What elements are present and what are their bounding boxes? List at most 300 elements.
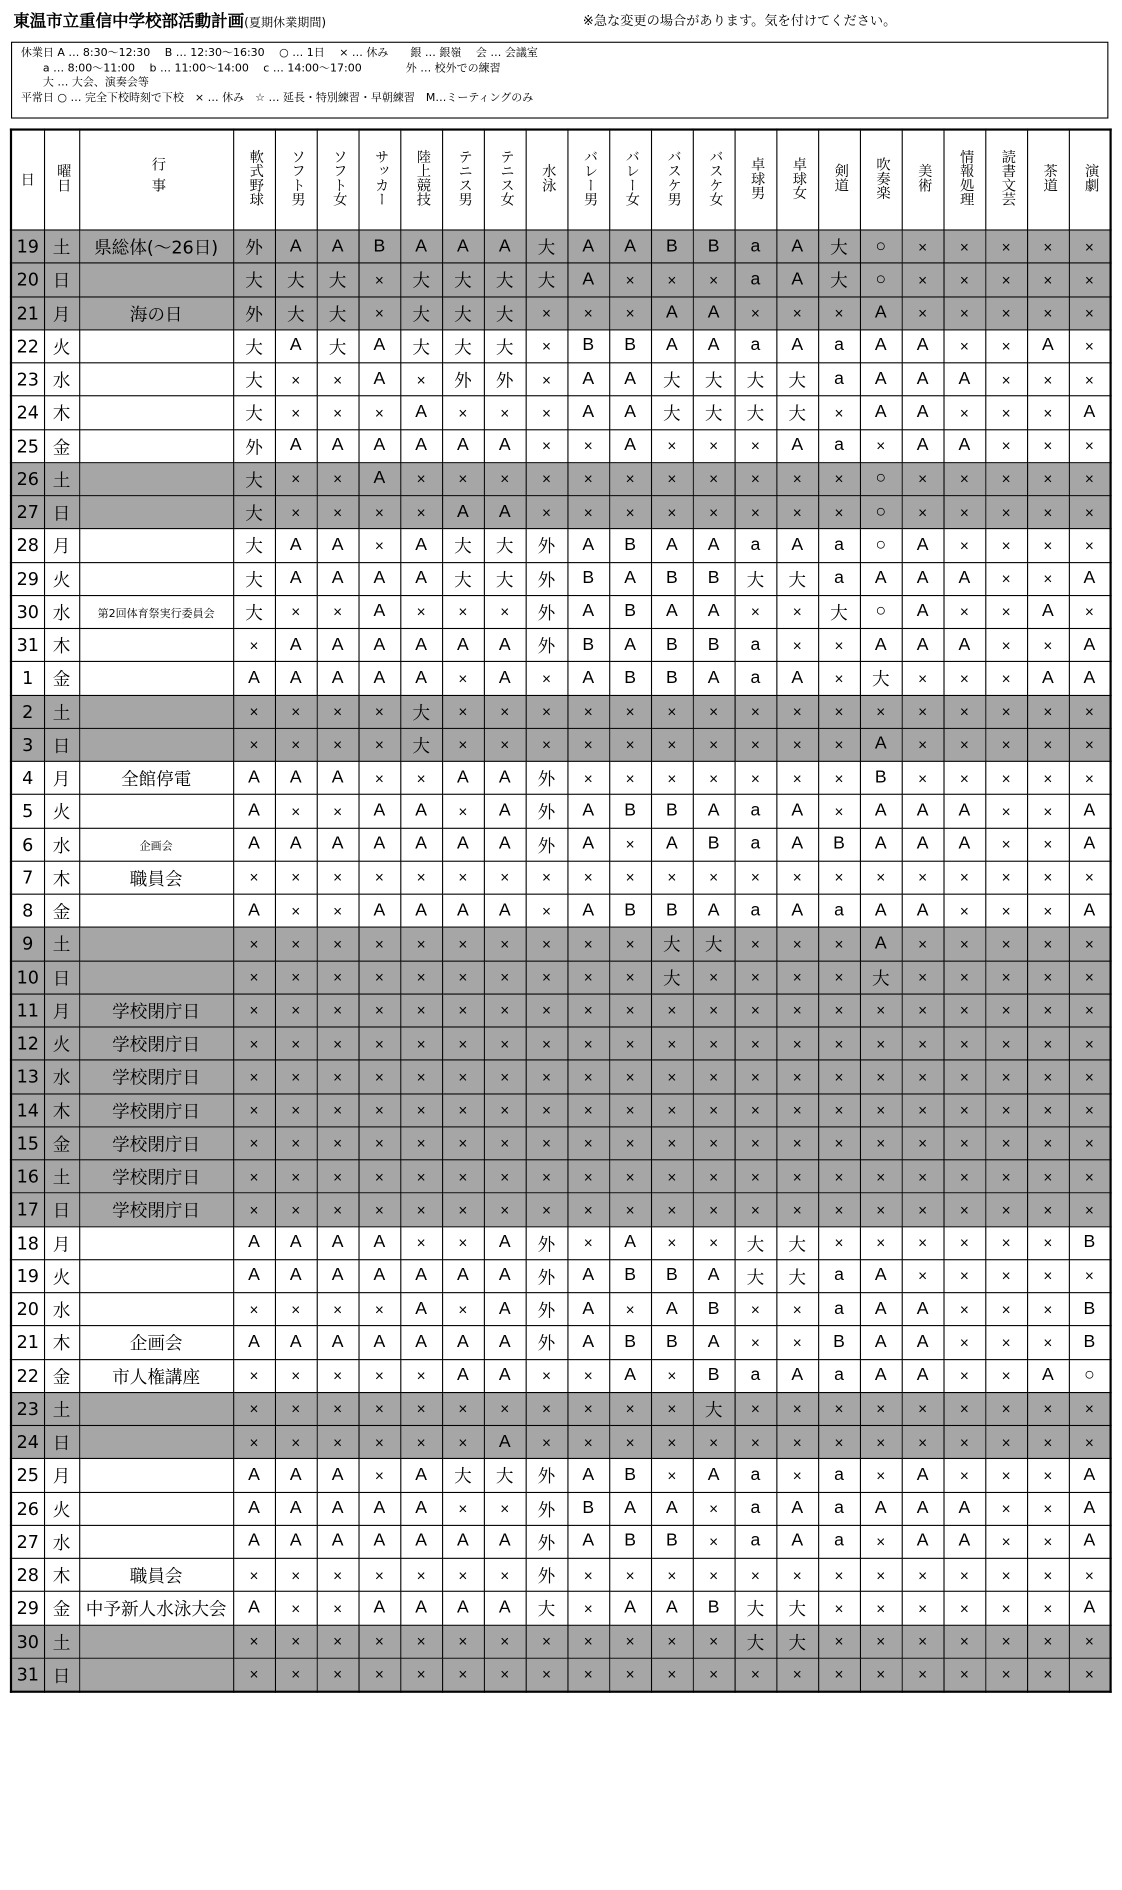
activity-cell: A xyxy=(275,429,317,462)
activity-cell: × xyxy=(902,961,944,994)
activity-cell: × xyxy=(860,861,902,894)
activity-cell: × xyxy=(943,230,985,263)
activity-cell: × xyxy=(735,761,777,794)
activity-cell: × xyxy=(358,861,400,894)
activity-cell: × xyxy=(609,994,651,1027)
activity-cell: A xyxy=(484,795,526,828)
activity-cell: A xyxy=(609,1492,651,1525)
activity-cell: A xyxy=(943,828,985,861)
activity-cell: A xyxy=(902,1359,944,1392)
activity-cell: × xyxy=(818,1592,860,1625)
day-cell: 24 xyxy=(11,396,44,429)
activity-cell: × xyxy=(776,1193,818,1226)
activity-cell: × xyxy=(902,230,944,263)
activity-cell: × xyxy=(275,1160,317,1193)
col-header-club: サッカー xyxy=(358,130,400,230)
activity-cell: × xyxy=(233,994,275,1027)
activity-cell: A xyxy=(317,662,359,695)
activity-cell: 大 xyxy=(651,961,693,994)
activity-cell: × xyxy=(317,1293,359,1326)
activity-cell: × xyxy=(317,1193,359,1226)
activity-cell: × xyxy=(776,1326,818,1359)
activity-cell: × xyxy=(275,994,317,1027)
activity-cell: × xyxy=(776,296,818,329)
activity-cell: × xyxy=(818,1193,860,1226)
activity-cell: × xyxy=(1069,761,1111,794)
weekday-cell: 日 xyxy=(44,496,79,529)
activity-cell: A xyxy=(567,595,609,628)
event-cell xyxy=(79,695,233,728)
day-cell: 2 xyxy=(11,695,44,728)
activity-cell: A xyxy=(943,628,985,661)
activity-cell: × xyxy=(317,994,359,1027)
activity-cell: 大 xyxy=(484,330,526,363)
activity-cell: 大 xyxy=(776,1226,818,1259)
activity-cell: × xyxy=(985,396,1027,429)
activity-cell: × xyxy=(902,1027,944,1060)
activity-cell: × xyxy=(735,595,777,628)
activity-cell: 大 xyxy=(693,1392,735,1425)
activity-cell: × xyxy=(693,695,735,728)
day-cell: 9 xyxy=(11,927,44,960)
activity-cell: × xyxy=(275,396,317,429)
col-header-club: 演劇 xyxy=(1069,130,1111,230)
activity-cell: 大 xyxy=(860,961,902,994)
activity-cell: A xyxy=(902,595,944,628)
activity-cell: × xyxy=(484,994,526,1027)
activity-cell: × xyxy=(1069,728,1111,761)
activity-cell: × xyxy=(526,894,568,927)
activity-cell: × xyxy=(233,1060,275,1093)
activity-cell: A xyxy=(609,1226,651,1259)
activity-cell: × xyxy=(275,1592,317,1625)
activity-cell: × xyxy=(860,1459,902,1492)
day-cell: 7 xyxy=(11,861,44,894)
activity-cell: 大 xyxy=(776,562,818,595)
activity-cell: × xyxy=(484,861,526,894)
activity-cell: 大 xyxy=(317,263,359,296)
activity-cell: × xyxy=(943,728,985,761)
activity-cell: 大 xyxy=(317,330,359,363)
activity-cell: × xyxy=(902,1658,944,1692)
activity-cell: × xyxy=(567,1160,609,1193)
event-cell: 学校閉庁日 xyxy=(79,1160,233,1193)
activity-cell: a xyxy=(818,562,860,595)
activity-cell: × xyxy=(358,1558,400,1591)
activity-cell: × xyxy=(651,496,693,529)
activity-cell: × xyxy=(776,861,818,894)
activity-cell: × xyxy=(484,1127,526,1160)
activity-cell: × xyxy=(1027,1425,1069,1458)
activity-cell: × xyxy=(275,1392,317,1425)
weekday-cell: 月 xyxy=(44,296,79,329)
table-row xyxy=(11,695,1111,728)
activity-cell: × xyxy=(985,1093,1027,1126)
activity-cell: A xyxy=(860,296,902,329)
table-row xyxy=(11,429,1111,462)
activity-cell: A xyxy=(400,828,442,861)
table-row xyxy=(11,894,1111,927)
activity-cell: × xyxy=(651,1027,693,1060)
activity-cell: × xyxy=(526,1658,568,1692)
activity-cell: A xyxy=(776,828,818,861)
schedule-table xyxy=(10,128,1112,1692)
col-header-club: 情報処理 xyxy=(943,130,985,230)
activity-cell: × xyxy=(651,1160,693,1193)
activity-cell: 外 xyxy=(526,795,568,828)
activity-cell: A xyxy=(317,1326,359,1359)
activity-cell: × xyxy=(1027,1193,1069,1226)
day-cell: 27 xyxy=(11,1525,44,1558)
activity-cell: × xyxy=(776,1060,818,1093)
activity-cell: A xyxy=(233,894,275,927)
activity-cell: × xyxy=(776,1127,818,1160)
activity-cell: B xyxy=(567,562,609,595)
weekday-cell: 水 xyxy=(44,828,79,861)
activity-cell: × xyxy=(317,695,359,728)
activity-cell: A xyxy=(400,230,442,263)
activity-cell: × xyxy=(818,496,860,529)
activity-cell: × xyxy=(860,1625,902,1658)
activity-cell: 大 xyxy=(735,562,777,595)
activity-cell: × xyxy=(902,296,944,329)
activity-cell: A xyxy=(1069,795,1111,828)
activity-cell: × xyxy=(735,1193,777,1226)
event-cell: 全館停電 xyxy=(79,761,233,794)
activity-cell: A xyxy=(902,1293,944,1326)
activity-cell: × xyxy=(943,994,985,1027)
event-cell xyxy=(79,927,233,960)
event-cell xyxy=(79,1226,233,1259)
activity-cell: × xyxy=(1069,230,1111,263)
activity-cell: × xyxy=(1027,1658,1069,1692)
activity-cell: 外 xyxy=(233,429,275,462)
table-body xyxy=(11,230,1111,1692)
activity-cell: × xyxy=(693,861,735,894)
activity-cell: × xyxy=(818,961,860,994)
activity-cell: × xyxy=(693,1492,735,1525)
activity-cell: × xyxy=(985,462,1027,495)
table-row xyxy=(11,396,1111,429)
activity-cell: × xyxy=(567,1558,609,1591)
weekday-cell: 土 xyxy=(44,1160,79,1193)
activity-cell: × xyxy=(1069,1093,1111,1126)
activity-cell: × xyxy=(442,662,484,695)
day-cell: 1 xyxy=(11,662,44,695)
weekday-cell: 水 xyxy=(44,1293,79,1326)
activity-cell: × xyxy=(358,994,400,1027)
activity-cell: A xyxy=(400,628,442,661)
activity-cell: × xyxy=(442,1658,484,1692)
activity-cell: × xyxy=(1027,230,1069,263)
table-row xyxy=(11,1625,1111,1658)
activity-cell: ○ xyxy=(860,595,902,628)
activity-cell: × xyxy=(526,662,568,695)
activity-cell: × xyxy=(776,927,818,960)
activity-cell: × xyxy=(275,1193,317,1226)
activity-cell: × xyxy=(985,1193,1027,1226)
activity-cell: A xyxy=(860,894,902,927)
activity-cell: × xyxy=(442,1193,484,1226)
activity-cell: × xyxy=(776,1093,818,1126)
activity-cell: × xyxy=(943,1127,985,1160)
activity-cell: × xyxy=(1027,628,1069,661)
activity-cell: A xyxy=(275,1326,317,1359)
activity-cell: 大 xyxy=(526,263,568,296)
activity-cell: × xyxy=(902,496,944,529)
activity-cell: × xyxy=(442,1027,484,1060)
activity-cell: × xyxy=(442,695,484,728)
activity-cell: × xyxy=(818,1558,860,1591)
activity-cell: A xyxy=(233,795,275,828)
activity-cell: × xyxy=(317,595,359,628)
activity-cell: × xyxy=(651,462,693,495)
activity-cell: × xyxy=(1069,1658,1111,1692)
activity-cell: A xyxy=(484,1259,526,1292)
activity-cell: × xyxy=(317,1658,359,1692)
activity-cell: A xyxy=(902,1326,944,1359)
col-header-club: 陸上競技 xyxy=(400,130,442,230)
event-cell xyxy=(79,662,233,695)
activity-cell: × xyxy=(776,1425,818,1458)
activity-cell: a xyxy=(735,1525,777,1558)
activity-cell: × xyxy=(985,529,1027,562)
activity-cell: A xyxy=(1069,662,1111,695)
day-cell: 31 xyxy=(11,1658,44,1692)
activity-cell: A xyxy=(358,330,400,363)
activity-cell: × xyxy=(609,861,651,894)
activity-cell: × xyxy=(818,927,860,960)
activity-cell: A xyxy=(358,363,400,396)
col-header-event: 行事 xyxy=(79,130,233,230)
activity-cell: × xyxy=(609,828,651,861)
activity-cell: × xyxy=(818,1060,860,1093)
activity-cell: × xyxy=(442,1392,484,1425)
activity-cell: × xyxy=(1069,1425,1111,1458)
activity-cell: A xyxy=(567,894,609,927)
activity-cell: × xyxy=(358,1193,400,1226)
activity-cell: A xyxy=(1069,396,1111,429)
activity-cell: 大 xyxy=(693,927,735,960)
activity-cell: × xyxy=(233,1160,275,1193)
activity-cell: A xyxy=(484,828,526,861)
activity-cell: A xyxy=(442,230,484,263)
activity-cell: × xyxy=(1069,462,1111,495)
activity-cell: a xyxy=(735,1359,777,1392)
activity-cell: × xyxy=(1069,1127,1111,1160)
activity-cell: A xyxy=(567,662,609,695)
activity-cell: × xyxy=(651,1359,693,1392)
activity-cell: A xyxy=(442,628,484,661)
activity-cell: A xyxy=(609,1359,651,1392)
activity-cell: A xyxy=(400,396,442,429)
day-cell: 29 xyxy=(11,562,44,595)
activity-cell: × xyxy=(233,1127,275,1160)
activity-cell: a xyxy=(735,230,777,263)
activity-cell: × xyxy=(902,1625,944,1658)
activity-cell: A xyxy=(776,330,818,363)
activity-cell: × xyxy=(943,1226,985,1259)
activity-cell: B xyxy=(693,628,735,661)
activity-cell: × xyxy=(902,462,944,495)
activity-cell: × xyxy=(943,1160,985,1193)
activity-cell: A xyxy=(567,1525,609,1558)
activity-cell: ○ xyxy=(860,496,902,529)
activity-cell: A xyxy=(902,1492,944,1525)
activity-cell: × xyxy=(693,1525,735,1558)
activity-cell: A xyxy=(609,1592,651,1625)
activity-cell: × xyxy=(1027,728,1069,761)
activity-cell: × xyxy=(358,1293,400,1326)
activity-cell: A xyxy=(860,1359,902,1392)
activity-cell: A xyxy=(400,1326,442,1359)
activity-cell: × xyxy=(358,1425,400,1458)
activity-cell: 外 xyxy=(233,296,275,329)
activity-cell: × xyxy=(1027,1592,1069,1625)
event-cell xyxy=(79,330,233,363)
activity-cell: × xyxy=(484,1060,526,1093)
activity-cell: × xyxy=(526,1625,568,1658)
activity-cell: × xyxy=(735,1658,777,1692)
activity-cell: A xyxy=(902,363,944,396)
activity-cell: B xyxy=(651,1525,693,1558)
activity-cell: × xyxy=(526,927,568,960)
weekday-cell: 土 xyxy=(44,1392,79,1425)
activity-cell: × xyxy=(943,1093,985,1126)
activity-cell: × xyxy=(651,728,693,761)
activity-cell: × xyxy=(860,1193,902,1226)
day-cell: 22 xyxy=(11,330,44,363)
activity-cell: × xyxy=(526,1027,568,1060)
activity-cell: × xyxy=(358,961,400,994)
activity-cell: × xyxy=(651,1060,693,1093)
activity-cell: × xyxy=(985,496,1027,529)
table-row xyxy=(11,363,1111,396)
activity-cell: × xyxy=(526,462,568,495)
activity-cell: × xyxy=(818,1392,860,1425)
activity-cell: A xyxy=(358,628,400,661)
activity-cell: × xyxy=(442,396,484,429)
activity-cell: × xyxy=(902,1226,944,1259)
activity-cell: × xyxy=(275,1293,317,1326)
activity-cell: × xyxy=(818,994,860,1027)
activity-cell: A xyxy=(275,330,317,363)
activity-cell: A xyxy=(943,429,985,462)
activity-cell: B xyxy=(1069,1293,1111,1326)
activity-cell: × xyxy=(317,1425,359,1458)
event-cell xyxy=(79,628,233,661)
activity-cell: × xyxy=(902,1592,944,1625)
activity-cell: B xyxy=(693,562,735,595)
title-text: 東温市立重信中学校部活動計画 xyxy=(13,10,245,31)
activity-cell: × xyxy=(442,462,484,495)
title-subtitle: (夏期休業期間) xyxy=(244,15,327,30)
activity-cell: × xyxy=(943,861,985,894)
activity-cell: × xyxy=(442,994,484,1027)
activity-cell: A xyxy=(776,1492,818,1525)
activity-cell: × xyxy=(902,728,944,761)
activity-cell: × xyxy=(1069,429,1111,462)
activity-cell: × xyxy=(693,961,735,994)
table-row xyxy=(11,1226,1111,1259)
activity-cell: × xyxy=(275,462,317,495)
activity-cell: × xyxy=(609,1392,651,1425)
activity-cell: A xyxy=(358,1259,400,1292)
weekday-cell: 木 xyxy=(44,861,79,894)
activity-cell: × xyxy=(567,462,609,495)
activity-cell: a xyxy=(735,662,777,695)
activity-cell: × xyxy=(818,1127,860,1160)
activity-cell: a xyxy=(735,1459,777,1492)
activity-cell: × xyxy=(358,1658,400,1692)
activity-cell: × xyxy=(567,1127,609,1160)
day-cell: 15 xyxy=(11,1127,44,1160)
activity-cell: × xyxy=(902,662,944,695)
activity-cell: A xyxy=(275,1459,317,1492)
weekday-cell: 土 xyxy=(44,230,79,263)
activity-cell: B xyxy=(651,795,693,828)
activity-cell: × xyxy=(818,861,860,894)
activity-cell: 外 xyxy=(526,628,568,661)
activity-cell: 大 xyxy=(233,363,275,396)
activity-cell: × xyxy=(735,1027,777,1060)
activity-cell: × xyxy=(609,1625,651,1658)
activity-cell: × xyxy=(943,330,985,363)
activity-cell: × xyxy=(442,1558,484,1591)
activity-cell: × xyxy=(526,1425,568,1458)
activity-cell: A xyxy=(400,1592,442,1625)
legend-box xyxy=(11,42,1108,119)
activity-cell: × xyxy=(1027,462,1069,495)
activity-cell: A xyxy=(275,230,317,263)
weekday-cell: 日 xyxy=(44,961,79,994)
table-row xyxy=(11,263,1111,296)
day-cell: 4 xyxy=(11,761,44,794)
event-cell xyxy=(79,263,233,296)
activity-cell: × xyxy=(860,1027,902,1060)
col-header-club: テニス女 xyxy=(484,130,526,230)
weekday-cell: 金 xyxy=(44,662,79,695)
weekday-cell: 火 xyxy=(44,562,79,595)
activity-cell: a xyxy=(818,1293,860,1326)
activity-cell: × xyxy=(776,728,818,761)
activity-cell: A xyxy=(943,1525,985,1558)
activity-cell: A xyxy=(484,1326,526,1359)
activity-cell: 外 xyxy=(526,562,568,595)
day-cell: 31 xyxy=(11,628,44,661)
activity-cell: × xyxy=(943,595,985,628)
activity-cell: × xyxy=(484,1093,526,1126)
col-header-club: 読書文芸 xyxy=(985,130,1027,230)
activity-cell: × xyxy=(358,1359,400,1392)
activity-cell: × xyxy=(317,1027,359,1060)
activity-cell: × xyxy=(985,1425,1027,1458)
activity-cell: B xyxy=(651,894,693,927)
activity-cell: × xyxy=(1027,1093,1069,1126)
activity-cell: B xyxy=(818,1326,860,1359)
activity-cell: × xyxy=(818,1425,860,1458)
activity-cell: A xyxy=(484,1525,526,1558)
weekday-cell: 月 xyxy=(44,994,79,1027)
event-cell: 学校閉庁日 xyxy=(79,1027,233,1060)
weekday-cell: 土 xyxy=(44,1625,79,1658)
activity-cell: × xyxy=(860,1060,902,1093)
activity-cell: A xyxy=(275,529,317,562)
activity-cell: 大 xyxy=(735,396,777,429)
weekday-cell: 木 xyxy=(44,628,79,661)
activity-cell: × xyxy=(567,695,609,728)
activity-cell: × xyxy=(1027,927,1069,960)
